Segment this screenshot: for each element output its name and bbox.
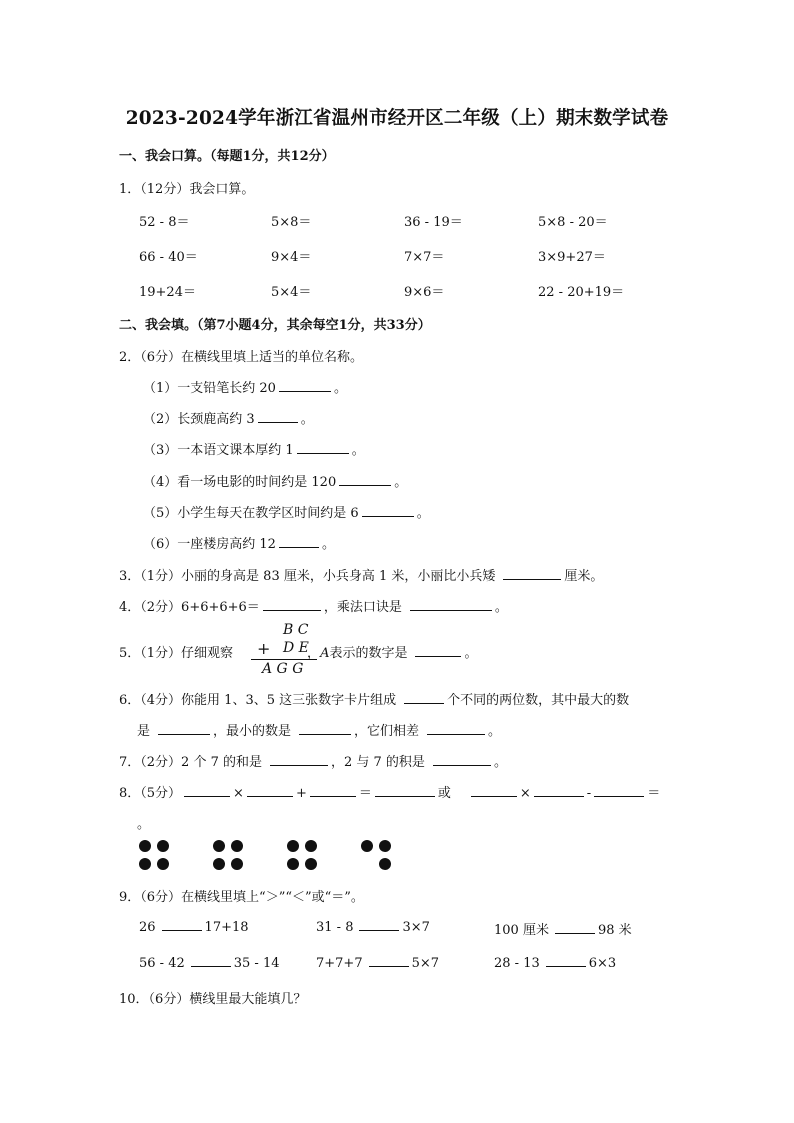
sum-line <box>251 659 317 660</box>
dot <box>231 858 243 870</box>
answer-blank[interactable] <box>191 955 231 967</box>
dot <box>305 840 317 852</box>
question-6-line2: 是 ，最小的数是 ，它们相差 。 <box>137 724 502 739</box>
answer-blank[interactable] <box>299 723 351 735</box>
calc-item: 3×9+27＝ <box>538 250 606 265</box>
question-4: 4．（2分）6+6+6+6＝ ，乘法口诀是 。 <box>119 600 508 615</box>
answer-blank[interactable] <box>471 785 517 797</box>
compare-item: 56 - 42 35 - 14 <box>139 956 280 971</box>
dot <box>139 840 151 852</box>
dot <box>287 840 299 852</box>
answer-blank[interactable] <box>433 754 491 766</box>
q8-end-mark: 。 <box>137 817 151 832</box>
answer-blank[interactable] <box>594 785 644 797</box>
question-6-line1: 6．（4分）你能用 1、3、5 这三张数字卡片组成 个不同的两位数，其中最大的数 <box>119 693 630 708</box>
compare-item: 28 - 13 6×3 <box>494 956 617 971</box>
answer-blank[interactable] <box>555 922 595 934</box>
calc-item: 22 - 20+19＝ <box>538 285 625 300</box>
question-2: 2．（6分）在横线里填上适当的单位名称。 <box>119 350 364 365</box>
question-9: 9．（6分）在横线里填上“＞”“＜”或“＝”。 <box>119 890 364 905</box>
answer-blank[interactable] <box>339 474 391 486</box>
calc-item: 7×7＝ <box>404 250 445 265</box>
answer-blank[interactable] <box>158 723 210 735</box>
q2-item-2: （2）长颈鹿高约 3 。 <box>143 412 314 427</box>
q2-item-5: （5）小学生每天在教学区时间约是 6 。 <box>143 506 430 521</box>
section2-heading: 二、我会填。（第7小题4分，其余每空1分，共33分） <box>119 318 431 333</box>
question-3: 3．（1分）小丽的身高是 83 厘米，小兵身高 1 米，小丽比小兵矮 厘米。 <box>119 569 604 584</box>
dot <box>361 840 373 852</box>
calc-item: 66 - 40＝ <box>139 250 198 265</box>
calc-item: 19+24＝ <box>139 285 196 300</box>
answer-blank[interactable] <box>162 919 202 931</box>
dot <box>287 858 299 870</box>
answer-blank[interactable] <box>359 919 399 931</box>
calc-item: 5×4＝ <box>271 285 312 300</box>
q2-item-4: （4）看一场电影的时间约是 120 。 <box>143 475 408 490</box>
calc-item: 52 - 8＝ <box>139 215 190 230</box>
dot <box>139 858 151 870</box>
exam-title: 2023-2024学年浙江省温州市经开区二年级（上）期末数学试卷 <box>125 108 669 129</box>
answer-blank[interactable] <box>279 536 319 548</box>
answer-blank[interactable] <box>534 785 584 797</box>
answer-blank[interactable] <box>362 505 414 517</box>
answer-blank[interactable] <box>404 692 444 704</box>
question-5: 5．（1分）仔细观察 ，A表示的数字是 。 <box>119 646 478 661</box>
dot <box>231 840 243 852</box>
q2-item-1: （1）一支铅笔长约 20 。 <box>143 381 347 396</box>
answer-blank[interactable] <box>270 754 328 766</box>
answer-blank[interactable] <box>184 785 230 797</box>
answer-blank[interactable] <box>310 785 356 797</box>
calc-item: 36 - 19＝ <box>404 215 463 230</box>
answer-blank[interactable] <box>427 723 485 735</box>
question-7: 7．（2分）2 个 7 的和是 ，2 与 7 的积是 。 <box>119 755 507 770</box>
answer-blank[interactable] <box>279 380 331 392</box>
answer-blank[interactable] <box>369 955 409 967</box>
section1-heading: 一、我会口算。（每题1分，共12分） <box>119 149 335 164</box>
question-8: 8．（5分） × + ＝ 或 × - ＝ <box>119 786 661 801</box>
answer-blank[interactable] <box>375 785 435 797</box>
calc-item: 9×4＝ <box>271 250 312 265</box>
dot <box>213 840 225 852</box>
answer-blank[interactable] <box>247 785 293 797</box>
compare-item: 26 17+18 <box>139 920 249 935</box>
calc-item: 5×8 - 20＝ <box>538 215 608 230</box>
dot <box>379 840 391 852</box>
dot <box>379 858 391 870</box>
answer-blank[interactable] <box>410 599 492 611</box>
q2-item-3: （3）一本语文课本厚约 1 。 <box>143 443 365 458</box>
compare-item: 100 厘米 98 米 <box>494 923 632 938</box>
dot <box>157 840 169 852</box>
calc-item: 9×6＝ <box>404 285 445 300</box>
answer-blank[interactable] <box>415 645 461 657</box>
answer-blank[interactable] <box>297 442 349 454</box>
dot <box>213 858 225 870</box>
dot <box>157 858 169 870</box>
dot <box>305 858 317 870</box>
answer-blank[interactable] <box>263 599 321 611</box>
calc-item: 5×8＝ <box>271 215 312 230</box>
vertical-addition: B C + D E A G G <box>251 622 321 678</box>
answer-blank[interactable] <box>258 411 298 423</box>
question-10: 10．（6分）横线里最大能填几？ <box>119 992 307 1007</box>
answer-blank[interactable] <box>503 568 561 580</box>
answer-blank[interactable] <box>546 955 586 967</box>
question-1: 1．（12分）我会口算。 <box>119 182 255 197</box>
q2-item-6: （6）一座楼房高约 12 。 <box>143 537 335 552</box>
compare-item: 7+7+7 5×7 <box>316 956 440 971</box>
compare-item: 31 - 8 3×7 <box>316 920 430 935</box>
